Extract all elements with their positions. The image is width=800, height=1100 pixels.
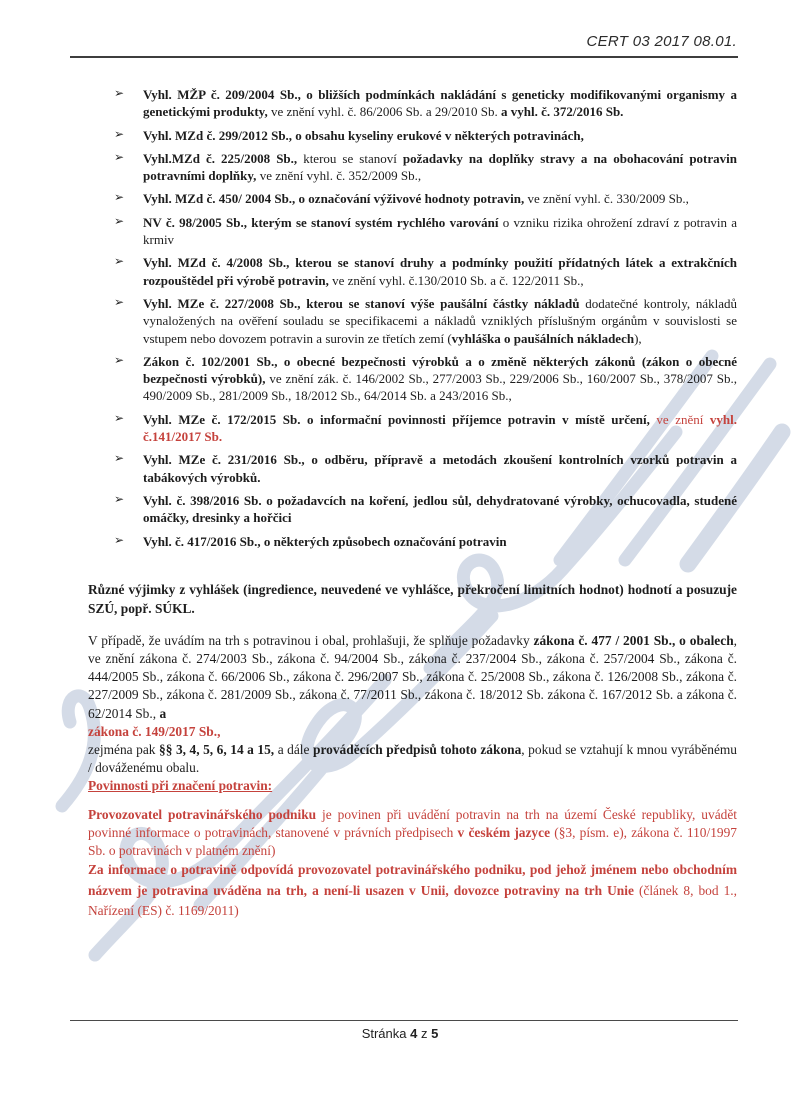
arrow-bullet-icon: ➢: [114, 352, 125, 367]
list-item-text: Vyhl. MZd č. 4/2008 Sb., kterou se stanoví druhy a podmínky použití přídatných látek a extrakčních rozpouštědel při výrobě potravin, ve znění vyhl. č.130/2010 Sb. a č. 122/2011 Sb.,: [143, 255, 737, 288]
arrow-bullet-icon: ➢: [114, 532, 125, 547]
list-item-text: Vyhl. č. 417/2016 Sb., o některých způsobech označování potravin: [143, 533, 507, 549]
list-item: [88, 127, 737, 144]
list-item: [88, 492, 737, 527]
list-item-text: Vyhl. MZe č. 227/2008 Sb., kterou se stanoví výše paušální částky nákladů dodatečné kontroly, nákladů vynaložených na ověření souladu se specifikacemi a nákladů vzniklých příslušným orgánům v souvislosti se vstupem nebo dovozem potravin a surovin ze třetích zemí (vyhláška o paušálních nákladech),: [143, 295, 737, 346]
list-item: [88, 214, 737, 249]
page-footer: Stránka 4 z 5: [361, 1026, 439, 1041]
arrow-bullet-icon: ➢: [114, 451, 125, 466]
list-item: [88, 451, 737, 486]
arrow-bullet-icon: ➢: [114, 294, 125, 309]
arrow-bullet-icon: ➢: [114, 190, 125, 205]
header-rule: [70, 56, 738, 58]
arrow-bullet-icon: ➢: [114, 86, 125, 100]
list-item: [88, 86, 737, 121]
arrow-bullet-icon: ➢: [114, 410, 125, 425]
list-item: [88, 533, 737, 550]
list-item-text: Vyhl. MZd č. 450/ 2004 Sb., o označování výživové hodnoty potravin, ve znění vyhl. č. 330/2009 Sb.,: [143, 191, 689, 207]
list-item-text: Vyhl. MŽP č. 209/2004 Sb., o bližších podmínkách nakládání s geneticky modifikovanými organismy a genetickými produkty, ve znění vyhl. č. 86/2006 Sb. a 29/2010 Sb. a vyhl. č. 372/2016 Sb.: [143, 87, 737, 120]
list-item-text: Vyhl.MZd č. 225/2008 Sb., kterou se stanoví požadavky na doplňky stravy a na obohacování potravin potravními doplňky, ve znění vyhl. č. 352/2009 Sb.,: [143, 150, 737, 184]
header-document-code: CERT 03 2017 08.01.: [586, 33, 737, 50]
list-item: [88, 254, 737, 289]
list-item-text: Vyhl. MZe č. 231/2016 Sb., o odběru, přípravě a metodách zkoušení kontrolních vzorků potravin a tabákových výrobků.: [143, 452, 737, 485]
arrow-bullet-icon: ➢: [114, 254, 125, 269]
list-item: [88, 353, 737, 405]
list-item-text: Vyhl. MZe č. 172/2015 Sb. o informační povinnosti příjemce potravin v místě určení, ve znění vyhl. č.141/2017 Sb.: [143, 411, 737, 445]
paragraph-packaging-declaration: V případě, že uvádím na trh s potravinou i obal, prohlašuji, že splňuje požadavky zákona č. 477 / 2001 Sb., o obalech, ve znění zákona č. 274/2003 Sb., zákona č. 94/2004 Sb., zákona č. 237/2004 Sb., zákona č. 257/2004 Sb., zákona č. 444/2005 Sb., zákona č. 66/2006 Sb., zákona č. 296/2007 Sb., zákona č. 25/2008 Sb., zákona č. 126/2008 Sb., zákona č. 227/2009 Sb., zákona č. 281/2009 Sb., zákona č. 77/2011 Sb., zákona č. 18/2012 Sb. zákona č. 167/2012 Sb. a zákona č. 62/2014 Sb., a zákona č. 149/2017 Sb., zejména pak §§ 3, 4, 5, 6, 14 a 15, a dále prováděcích předpisů tohoto zákona, pokud se vztahují k mnou vyráběnému / dováženému obalu.: [88, 632, 737, 776]
list-item-text: Vyhl. MZd č. 299/2012 Sb., o obsahu kyseliny erukové v některých potravinách,: [143, 127, 584, 143]
arrow-bullet-icon: ➢: [114, 126, 125, 141]
list-item-text: Vyhl. č. 398/2016 Sb. o požadavcích na koření, jedlou sůl, dehydratované výrobky, ochucovadla, studené omáčky, dresinky a hořčici: [143, 492, 737, 526]
heading-labeling-duties: Povinnosti při značení potravin:: [88, 778, 273, 794]
list-item: [88, 295, 737, 347]
regulation-list: [88, 86, 737, 550]
list-item: [88, 150, 737, 185]
arrow-bullet-icon: ➢: [114, 491, 125, 506]
arrow-bullet-icon: ➢: [114, 213, 125, 228]
footer-rule: [70, 1020, 738, 1021]
arrow-bullet-icon: ➢: [114, 149, 125, 164]
paragraph-exceptions: Různé výjimky z vyhlášek (ingredience, neuvedené ve vyhlášce, překročení limitních hodnot) hodnotí a posuzuje SZÚ, popř. SÚKL.: [88, 581, 737, 616]
paragraph-labeling-obligations: Provozovatel potravinářského podniku je povinen při uvádění potravin na trh na území České republiky, uvádět povinné informace o potravinách, stanovené v právních předpisech v českém jazyce (§3, písm. e), zákona č. 110/1997 Sb. o potravinách v platném znění) Za informace o potravině odpovídá provozovatel potravinářského podniku, pod jehož jménem nebo obchodním názvem je potravina uváděna na trh, a není-li usazen v Unii, dovozce potraviny na trh Unie (článek 8, bod 1., Nařízení (ES) č. 1169/2011): [88, 806, 738, 919]
list-item: [88, 411, 737, 446]
list-item-text: Zákon č. 102/2001 Sb., o obecné bezpečnosti výrobků a o změně některých zákonů (zákon o obecné bezpečnosti výrobků), ve znění zák. č. 146/2002 Sb., 277/2003 Sb., 229/2006 Sb., 160/2007 Sb., 378/2007 Sb., 490/2009 Sb., 281/2009 Sb., 18/2012 Sb., 64/2014 Sb. a 243/2016 Sb.,: [143, 353, 737, 404]
document-body: [88, 62, 737, 922]
list-item-text: NV č. 98/2005 Sb., kterým se stanoví systém rychlého varování o vzniku rizika ohrožení zdraví z potravin a krmiv: [143, 214, 737, 248]
list-item: [88, 190, 737, 207]
